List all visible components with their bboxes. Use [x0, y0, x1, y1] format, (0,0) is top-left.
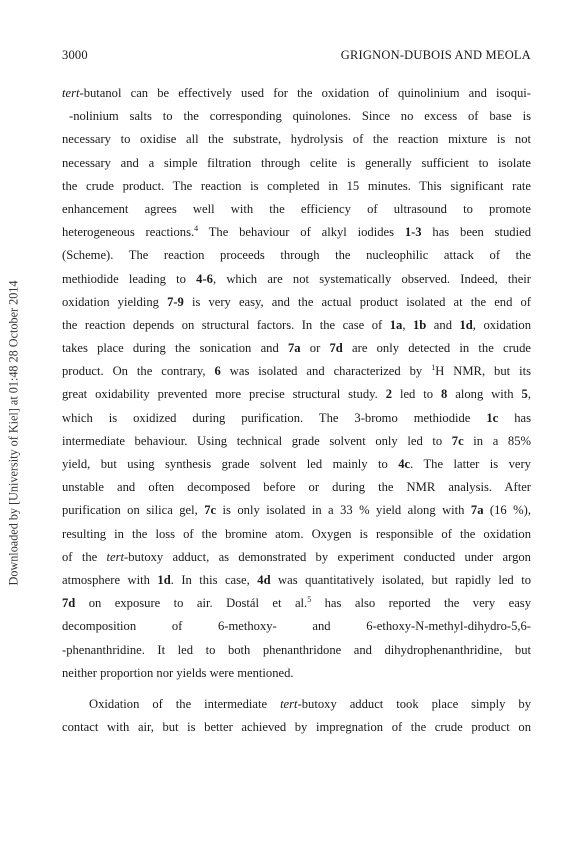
compound-ref: 7c: [204, 503, 217, 518]
text-run: neither proportion nor yields were mentioned.: [62, 665, 294, 680]
compound-ref: 1b: [413, 317, 427, 332]
text-run: (Scheme). The reaction proceeds through the nucleophilic attack of the: [62, 248, 531, 263]
text-run: is only isolated in a 33 % yield along with: [216, 503, 471, 518]
compound-ref: 7-9: [167, 294, 184, 309]
superscript: 5: [307, 595, 312, 605]
text-line: [62, 476, 531, 499]
superscript: 1: [431, 363, 436, 373]
text-line: [62, 152, 531, 175]
text-run: led to: [392, 387, 442, 402]
compound-ref: 4c: [398, 457, 411, 471]
paragraph-gap: [62, 685, 531, 693]
text-run: product. On the contrary,: [62, 364, 215, 379]
text-run: Oxidation of the intermediate: [89, 696, 281, 711]
text-run: -butoxy adduct, as demonstrated by experiment conducted under argon: [124, 549, 531, 564]
compound-ref: 7a: [287, 341, 301, 356]
text-run: , oxidation: [472, 317, 531, 332]
text-run: necessary and a simple filtration through celite is generally sufficient to isolate: [62, 155, 531, 170]
text-run: atmosphere with: [62, 572, 158, 587]
text-run: which is oxidized during purification. The 3-bromo methiodide: [62, 410, 487, 425]
italic-text: tert: [280, 696, 298, 711]
compound-ref: 4d: [257, 572, 271, 587]
text-run: -butoxy adduct took place simply by: [297, 696, 531, 711]
text-run: great oxidability prevented more precise structural study.: [62, 387, 386, 402]
text-run: . In this case,: [170, 572, 258, 587]
compound-ref: 7d: [329, 341, 343, 356]
text-line: [62, 639, 531, 662]
text-run: heterogeneous reactions.: [62, 225, 195, 240]
paragraph: [62, 82, 531, 685]
text-line: [62, 360, 531, 383]
text-run: necessary to oxidise all the substrate, hydrolysis of the reaction mixture is not: [62, 132, 531, 147]
text-run: along with: [447, 387, 522, 402]
download-margin-note: Downloaded by [University of Kiel] at 01:48 28 October 2014: [6, 280, 21, 586]
compound-ref: 1a: [389, 317, 403, 332]
text-line: [62, 592, 531, 615]
text-line: [62, 291, 531, 314]
page-number: 3000: [62, 48, 88, 62]
compound-ref: 6: [214, 364, 221, 379]
text-line: [62, 175, 531, 198]
text-line: [62, 523, 531, 546]
text-run: oxidation yielding: [62, 294, 168, 309]
text-line: [62, 430, 531, 453]
compound-ref: 7d: [62, 596, 76, 611]
text-run: was isolated and characterized by: [220, 364, 432, 379]
text-run: or: [300, 341, 330, 356]
compound-ref: 4-6: [196, 271, 213, 286]
italic-text: tert: [106, 549, 125, 564]
text-run: resulting in the loss of the bromine atom. Oxygen is responsible of the oxidation: [62, 526, 531, 541]
compound-ref: 5: [521, 387, 528, 402]
compound-ref: 8: [441, 387, 448, 402]
text-run: , which are not systematically observed. Indeed, their: [212, 271, 531, 286]
text-run: contact with air, but is better achieved by impregnation of the crude product on: [62, 720, 531, 735]
text-run: the reaction depends on structural factors. In the case of: [62, 317, 390, 332]
compound-ref: 1d: [459, 317, 473, 332]
text-line: [62, 383, 531, 406]
text-line: [62, 198, 531, 221]
compound-ref: 1-3: [404, 225, 422, 240]
compound-ref: 1c: [486, 410, 499, 425]
text-run: the crude product. The reaction is completed in 15 minutes. This significant rate: [62, 178, 531, 193]
page-header: [62, 48, 531, 63]
text-run: enhancement agrees well with the efficiency of ultrasound to promote: [62, 201, 531, 216]
text-run: yield, but using synthesis grade solvent led mainly to: [62, 457, 399, 471]
running-title: GRIGNON-DUBOIS AND MEOLA: [340, 48, 531, 62]
text-line: [62, 716, 531, 739]
italic-text: tert: [62, 86, 80, 100]
text-run: (16 %),: [483, 503, 531, 518]
text-run: decomposition of 6-methoxy- and 6-ethoxy-N-methyl-dihydro-5,6-: [62, 619, 531, 634]
text-line: [62, 314, 531, 337]
text-run: -butanol can be effectively used for the oxidation of quinolinium and isoqui-: [79, 86, 531, 100]
text-run: has been studied: [421, 225, 531, 240]
compound-ref: 1d: [157, 572, 171, 587]
text-run: ,: [527, 387, 531, 402]
text-run: takes place during the sonication and: [62, 341, 288, 356]
text-run: -nolinium salts to the corresponding quinolones. Since no excess of base is: [69, 109, 531, 124]
compound-ref: 2: [385, 387, 392, 402]
article-body: [62, 82, 531, 739]
text-run: H NMR, but its: [435, 364, 531, 379]
text-run: is very easy, and the actual product isolated at the end of: [183, 294, 531, 309]
text-line: [62, 569, 531, 592]
text-run: of the: [62, 549, 107, 564]
text-run: has: [498, 410, 531, 425]
text-line: [62, 693, 531, 716]
text-line: [62, 244, 531, 267]
text-line: [62, 105, 531, 128]
text-run: purification on silica gel,: [62, 503, 205, 518]
text-run: . The latter is very: [410, 457, 531, 471]
text-run: on exposure to air. Dostál et al.: [75, 596, 308, 611]
text-line: [62, 662, 531, 685]
text-line: [62, 546, 531, 569]
paragraph: [62, 693, 531, 739]
text-run: methiodide leading to: [62, 271, 197, 286]
text-line: [62, 221, 531, 244]
superscript: 4: [194, 224, 199, 234]
text-run: ,: [402, 317, 413, 332]
text-run: and: [426, 317, 460, 332]
text-line: [62, 337, 531, 360]
text-run: -phenanthridine. It led to both phenanthridone and dihydrophenanthridine, but: [62, 642, 531, 657]
text-line: [62, 82, 531, 105]
text-run: unstable and often decomposed before or during the NMR analysis. After: [62, 480, 531, 495]
text-line: [62, 268, 531, 291]
text-run: in a 85%: [463, 433, 531, 448]
text-line: [62, 453, 531, 476]
compound-ref: 7a: [470, 503, 484, 518]
text-run: has also reported the very easy: [311, 596, 531, 611]
text-line: [62, 128, 531, 151]
text-run: The behaviour of alkyl iodides: [198, 225, 405, 240]
text-run: are only detected in the crude: [342, 341, 531, 356]
text-line: [62, 499, 531, 522]
text-line: [62, 407, 531, 430]
compound-ref: 7c: [451, 433, 464, 448]
text-run: was quantitatively isolated, but rapidly led to: [270, 572, 531, 587]
text-line: [62, 615, 531, 638]
text-run: intermediate behaviour. Using technical grade solvent only led to: [62, 433, 452, 448]
